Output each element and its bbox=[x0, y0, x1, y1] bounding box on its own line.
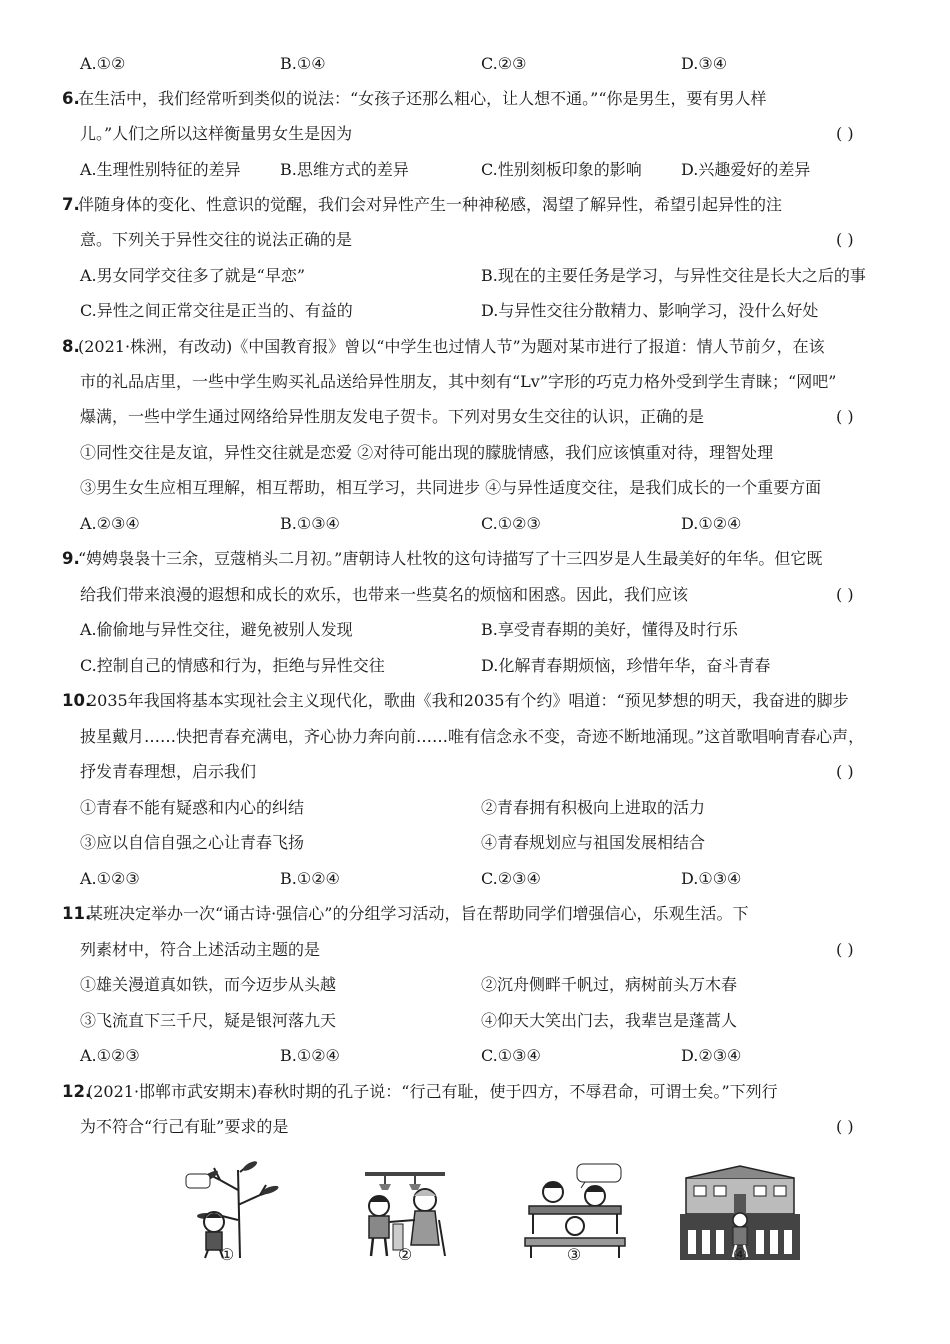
q11-statement-1: ①雄关漫道真如铁，而今迈步从头越 bbox=[80, 975, 337, 994]
q11-stem-text2: 列素材中，符合上述活动主题的是 bbox=[80, 940, 321, 959]
q9-stem-text2: 给我们带来浪漫的遐想和成长的欢乐，也带来一些莫名的烦恼和困惑。因此，我们应该 bbox=[80, 585, 689, 604]
q10-option-d: D.①③④ bbox=[681, 869, 742, 888]
q11-stem-line2 bbox=[0, 934, 950, 966]
q7-option-a: A.男女同学交往多了就是“早恋” bbox=[80, 266, 306, 285]
q10-statement-2: ②青春拥有积极向上进取的活力 bbox=[481, 798, 706, 817]
q12-answer-bracket: ( ) bbox=[836, 1117, 854, 1136]
q7-options-row1 bbox=[0, 260, 950, 292]
q11-option-a: A.①②③ bbox=[80, 1046, 140, 1065]
q11-statement-2: ②沉舟侧畔千帆过，病树前头万木春 bbox=[481, 975, 738, 994]
q8-statement-1-2: ①同性交往是友谊，异性交往就是恋爱 ②对待可能出现的朦胧情感，我们应该慎重对待，理智处理 bbox=[80, 443, 774, 462]
q8-stem-line1 bbox=[0, 331, 950, 363]
q9-stem-line2 bbox=[0, 579, 950, 611]
q7-option-d: D.与异性交往分散精力、影响学习，没什么好处 bbox=[481, 301, 819, 320]
q5-options-row bbox=[0, 48, 950, 80]
q7-options-row2 bbox=[0, 295, 950, 327]
q11-stem-text1: 某班决定举办一次“诵古诗·强信心”的分组学习活动，旨在帮助同学们增强信心，乐观生活。下 bbox=[87, 904, 749, 923]
q7-number: 7. bbox=[62, 195, 80, 214]
q11-number: 11. bbox=[62, 904, 92, 923]
q9-option-c: C.控制自己的情感和行为，拒绝与异性交往 bbox=[80, 656, 385, 675]
q10-statements-row2 bbox=[0, 827, 950, 859]
q8-stem-text2: 市的礼品店里，一些中学生购买礼品送给异性朋友，其中刻有“Lv”字形的巧克力格外受到学生青睐；“网吧” bbox=[80, 372, 837, 391]
q11-statement-4: ④仰天大笑出门去，我辈岂是蓬蒿人 bbox=[481, 1011, 738, 1030]
q6-stem-line1 bbox=[0, 83, 950, 115]
q9-stem-line1 bbox=[0, 543, 950, 575]
q6-options-row bbox=[0, 154, 950, 186]
q8-statements-row1 bbox=[0, 437, 950, 469]
q8-stem-text3: 爆满，一些中学生通过网络给异性朋友发电子贺卡。下列对男女生交往的认识，正确的是 bbox=[80, 407, 705, 426]
q10-answer-bracket: ( ) bbox=[836, 762, 854, 781]
q10-option-c: C.②③④ bbox=[481, 869, 541, 888]
q12-image-label-1: ① bbox=[219, 1245, 235, 1264]
q5-option-d: D.③④ bbox=[681, 54, 728, 73]
q8-number: 8. bbox=[62, 337, 80, 356]
q10-statement-4: ④青春规划应与祖国发展相结合 bbox=[481, 833, 706, 852]
q10-statements-row1 bbox=[0, 792, 950, 824]
q12-image-label-3: ③ bbox=[566, 1245, 582, 1264]
q11-options-row bbox=[0, 1040, 950, 1072]
q11-statement-3: ③飞流直下三千尺，疑是银河落九天 bbox=[80, 1011, 337, 1030]
q10-statement-1: ①青春不能有疑惑和内心的纠结 bbox=[80, 798, 305, 817]
q8-statement-3-4: ③男生女生应相互理解，相互帮助，相互学习，共同进步 ④与异性适度交往，是我们成长的一个重要方面 bbox=[80, 478, 822, 497]
q6-number: 6. bbox=[62, 89, 80, 108]
q8-answer-bracket: ( ) bbox=[836, 407, 854, 426]
q7-stem-line1 bbox=[0, 189, 950, 221]
q12-stem-text2: 为不符合“行己有耻”要求的是 bbox=[80, 1117, 289, 1136]
q5-option-c: C.②③ bbox=[481, 54, 527, 73]
q11-statements-row2 bbox=[0, 1005, 950, 1037]
q11-option-d: D.②③④ bbox=[681, 1046, 742, 1065]
q6-option-b: B.思维方式的差异 bbox=[280, 160, 409, 179]
q12-stem-text1: (2021·邯郸市武安期末)春秋时期的孔子说：“行己有耻，使于四方，不辱君命，可谓士矣。”下列行 bbox=[87, 1082, 778, 1101]
q6-answer-bracket: ( ) bbox=[836, 124, 854, 143]
q10-options-row bbox=[0, 863, 950, 895]
q6-option-d: D.兴趣爱好的差异 bbox=[681, 160, 811, 179]
q10-option-b: B.①②④ bbox=[280, 869, 340, 888]
q7-option-b: B.现在的主要任务是学习，与异性交往是长大之后的事 bbox=[481, 266, 866, 285]
q11-option-c: C.①③④ bbox=[481, 1046, 541, 1065]
q9-option-d: D.化解青春期烦恼，珍惜年华，奋斗青春 bbox=[481, 656, 771, 675]
q10-stem-text1: 2035年我国将基本实现社会主义现代化，歌曲《我和2035有个约》唱道：“预见梦想的明天，我奋进的脚步 bbox=[87, 691, 849, 710]
q11-answer-bracket: ( ) bbox=[836, 940, 854, 959]
q7-stem-text2: 意。下列关于异性交往的说法正确的是 bbox=[80, 230, 353, 249]
q10-stem-line1 bbox=[0, 685, 950, 717]
q10-stem-text2: 披星戴月……快把青春充满电，齐心协力奔向前……唯有信念永不变，奇迹不断地涌现。”这首歌唱响青春心声， bbox=[80, 727, 865, 746]
q8-options-row bbox=[0, 508, 950, 540]
q8-statements-row2 bbox=[0, 472, 950, 504]
q6-option-a: A.生理性别特征的差异 bbox=[80, 160, 241, 179]
q7-stem-text1: 伴随身体的变化、性意识的觉醒，我们会对异性产生一种神秘感，渴望了解异性，希望引起异性的注 bbox=[78, 195, 783, 214]
q12-stem-line1 bbox=[0, 1076, 950, 1108]
q6-stem-text2: 儿。”人们之所以这样衡量男女生是因为 bbox=[80, 124, 353, 143]
q8-stem-text1: (2021·株洲，有改动)《中国教育报》曾以“中学生也过情人节”为题对某市进行了报道：情人节前夕，在该 bbox=[78, 337, 825, 356]
q9-options-row1 bbox=[0, 614, 950, 646]
q6-option-c: C.性别刻板印象的影响 bbox=[481, 160, 642, 179]
q12-image-label-2: ② bbox=[397, 1245, 413, 1264]
q9-number: 9. bbox=[62, 549, 80, 568]
q9-stem-text1: “娉娉袅袅十三余，豆蔻梢头二月初。”唐朝诗人杜牧的这句诗描写了十三四岁是人生最美好的年华。但它既 bbox=[78, 549, 823, 568]
q5-option-a: A.①② bbox=[80, 54, 126, 73]
q9-options-row2 bbox=[0, 650, 950, 682]
q11-option-b: B.①②④ bbox=[280, 1046, 340, 1065]
q9-answer-bracket: ( ) bbox=[836, 585, 854, 604]
q7-answer-bracket: ( ) bbox=[836, 230, 854, 249]
q8-stem-line2 bbox=[0, 366, 950, 398]
q11-stem-line1 bbox=[0, 898, 950, 930]
q10-option-a: A.①②③ bbox=[80, 869, 140, 888]
q7-option-c: C.异性之间正常交往是正当的、有益的 bbox=[80, 301, 353, 320]
q10-statement-3: ③应以自信自强之心让青春飞扬 bbox=[80, 833, 305, 852]
q8-option-b: B.①③④ bbox=[280, 514, 340, 533]
q8-stem-line3 bbox=[0, 401, 950, 433]
q7-stem-line2 bbox=[0, 224, 950, 256]
q8-option-d: D.①②④ bbox=[681, 514, 742, 533]
q6-stem-line2 bbox=[0, 118, 950, 150]
q8-option-a: A.②③④ bbox=[80, 514, 140, 533]
q10-number: 10. bbox=[62, 691, 92, 710]
q9-option-b: B.享受青春期的美好，懂得及时行乐 bbox=[481, 620, 738, 639]
q12-number: 12. bbox=[62, 1082, 92, 1101]
q10-stem-line2 bbox=[0, 721, 950, 753]
q6-stem-text1: 在生活中，我们经常听到类似的说法：“女孩子还那么粗心，让人想不通。”“你是男生，要有男人样 bbox=[78, 89, 767, 108]
q10-stem-text3: 抒发青春理想，启示我们 bbox=[80, 762, 257, 781]
q8-option-c: C.①②③ bbox=[481, 514, 541, 533]
q11-statements-row1 bbox=[0, 969, 950, 1001]
q12-stem-line2 bbox=[0, 1111, 950, 1143]
q12-image-label-4: ④ bbox=[732, 1245, 748, 1264]
q9-option-a: A.偷偷地与异性交往，避免被别人发现 bbox=[80, 620, 353, 639]
q5-option-b: B.①④ bbox=[280, 54, 326, 73]
q10-stem-line3 bbox=[0, 756, 950, 788]
